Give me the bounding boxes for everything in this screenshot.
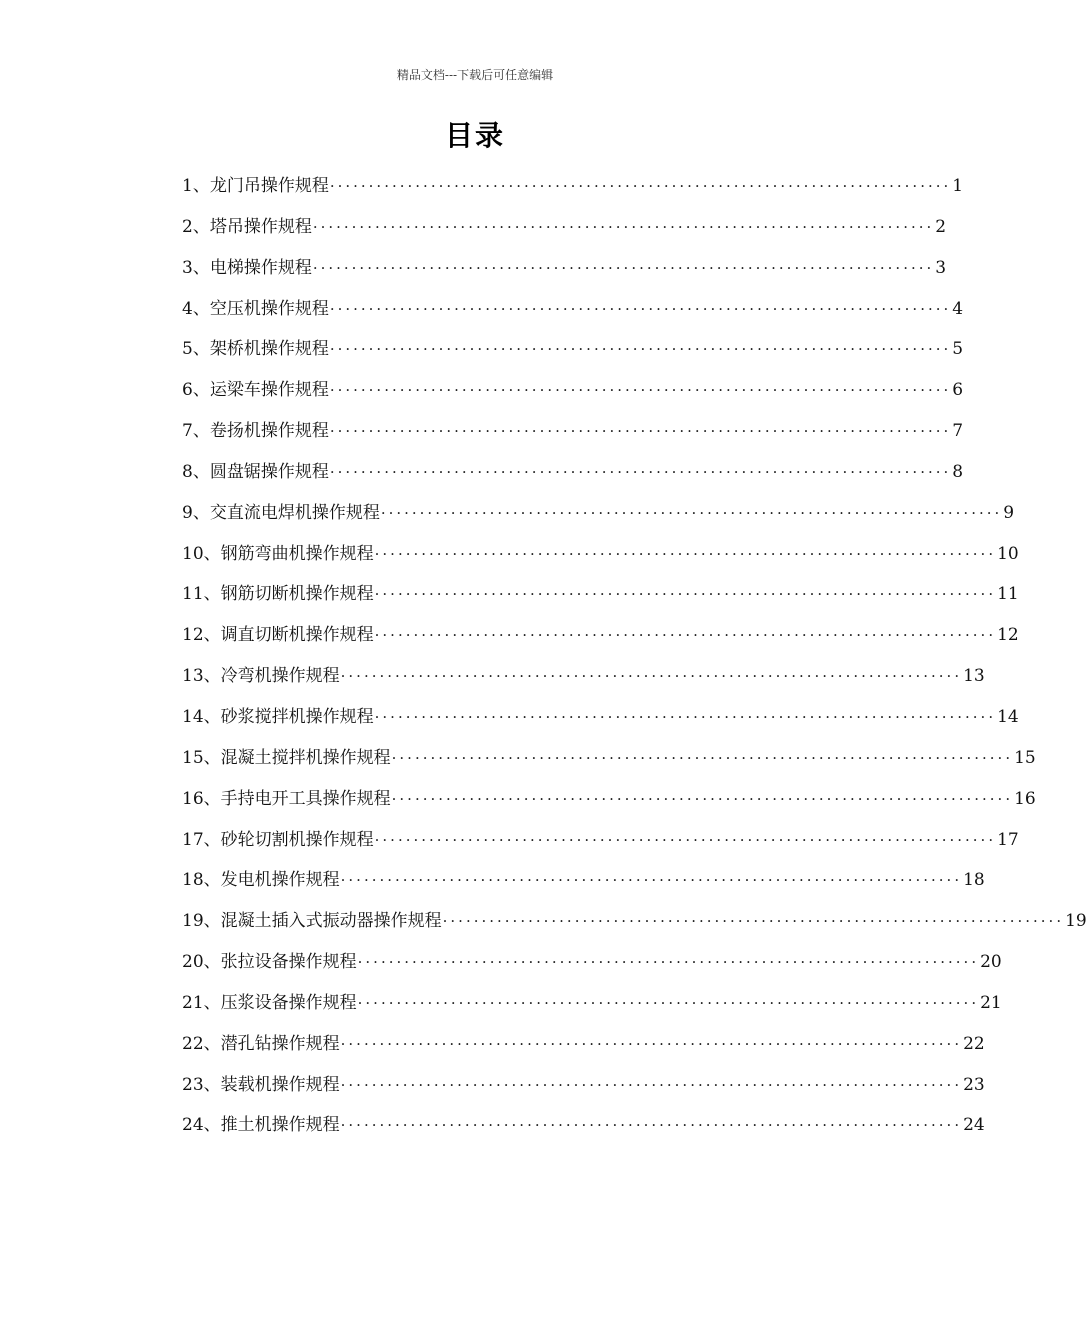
toc-entry-number: 2、 [182, 216, 210, 237]
toc-entry-number: 8、 [182, 461, 210, 482]
toc-entry-page: 17 [997, 829, 1019, 850]
toc-entry-number: 13、 [182, 666, 221, 687]
toc-entry-page: 20 [980, 952, 1002, 973]
toc-dot-leader: ················································································ [340, 667, 963, 686]
toc-entry[interactable] [182, 458, 964, 499]
toc-entry-title: 张拉设备操作规程 [220, 952, 357, 973]
toc-entry-title: 空压机操作规程 [209, 298, 329, 319]
toc-entry-number: 14、 [182, 706, 221, 727]
toc-entry-number: 3、 [182, 257, 210, 278]
toc-entry-title: 钢筋切断机操作规程 [220, 584, 374, 605]
toc-entry[interactable] [182, 540, 1019, 581]
toc-entry-page: 21 [980, 992, 1002, 1013]
toc-entry[interactable] [182, 499, 1015, 540]
toc-dot-leader: ················································································ [340, 1116, 963, 1135]
toc-entry-page: 6 [952, 380, 964, 401]
toc-entry-number: 10、 [182, 543, 221, 564]
toc-entry-page: 23 [963, 1074, 985, 1095]
toc-entry-number: 11、 [182, 584, 221, 605]
toc-entry[interactable] [182, 1111, 985, 1152]
toc-entry[interactable] [182, 907, 1087, 948]
toc-entry-title: 推土机操作规程 [220, 1115, 340, 1136]
toc-dot-leader: ················································································ [340, 871, 963, 890]
toc-entry-number: 6、 [182, 380, 210, 401]
toc-entry-title: 发电机操作规程 [220, 870, 340, 891]
toc-entry-number: 19、 [182, 911, 221, 932]
toc-dot-leader: ················································································ [380, 503, 1003, 522]
toc-entry[interactable] [182, 621, 1019, 662]
toc-entry-title: 装载机操作规程 [220, 1074, 340, 1095]
toc-entry-title: 砂轮切割机操作规程 [220, 829, 374, 850]
toc-entry-title: 运梁车操作规程 [209, 380, 329, 401]
toc-entry-title: 混凝土搅拌机操作规程 [220, 747, 391, 768]
toc-dot-leader: ················································································ [329, 177, 952, 195]
toc-entry[interactable] [182, 580, 1019, 621]
toc-dot-leader: ················································································ [340, 1034, 963, 1053]
toc-entry[interactable] [182, 866, 985, 907]
toc-entry-page: 19 [1065, 911, 1087, 932]
toc-entry-page: 1 [952, 176, 964, 196]
toc-entry-page: 10 [997, 543, 1019, 564]
toc-entry-number: 24、 [182, 1115, 221, 1136]
toc-entry[interactable] [182, 376, 964, 417]
toc-entry-title: 架桥机操作规程 [209, 339, 329, 360]
toc-entry-number: 21、 [182, 992, 221, 1013]
toc-dot-leader: ················································································ [329, 340, 952, 359]
toc-entry-page: 22 [963, 1033, 985, 1054]
toc-entry-title: 塔吊操作规程 [209, 216, 312, 237]
toc-entry[interactable] [182, 785, 1036, 826]
toc-entry[interactable] [182, 703, 1019, 744]
toc-entry-number: 15、 [182, 747, 221, 768]
toc-entry-title: 龙门吊操作规程 [209, 176, 329, 196]
toc-entry-title: 冷弯机操作规程 [220, 666, 340, 687]
toc-entry-number: 5、 [182, 339, 210, 360]
toc-entry-number: 9、 [182, 502, 210, 523]
toc-dot-leader: ················································································ [340, 1075, 963, 1094]
toc-entry-number: 7、 [182, 421, 210, 442]
toc-entry-page: 9 [1003, 502, 1015, 523]
toc-entry-title: 电梯操作规程 [209, 257, 312, 278]
toc-entry-page: 8 [952, 461, 964, 482]
toc-entry-title: 钢筋弯曲机操作规程 [220, 543, 374, 564]
toc-entry-page: 3 [935, 257, 947, 278]
toc-dot-leader: ················································································ [374, 626, 997, 645]
toc-entry-page: 15 [1014, 747, 1036, 768]
toc-entry[interactable] [182, 1030, 985, 1071]
toc-entry-number: 12、 [182, 625, 221, 646]
toc-list [182, 172, 1087, 1152]
toc-dot-leader: ················································································ [391, 789, 1014, 808]
toc-entry-title: 混凝土插入式振动器操作规程 [220, 911, 442, 932]
toc-entry[interactable] [182, 826, 1019, 867]
toc-entry[interactable] [182, 417, 964, 458]
toc-entry[interactable] [182, 213, 947, 254]
toc-entry-title: 压浆设备操作规程 [220, 992, 357, 1013]
toc-entry-title: 交直流电焊机操作规程 [209, 502, 380, 523]
toc-dot-leader: ················································································ [374, 544, 997, 563]
toc-entry-title: 手持电开工具操作规程 [220, 788, 391, 809]
toc-entry-number: 20、 [182, 952, 221, 973]
toc-entry-page: 11 [997, 584, 1019, 605]
toc-dot-leader: ················································································ [442, 912, 1065, 931]
toc-dot-leader: ················································································ [374, 830, 997, 849]
toc-entry-page: 13 [963, 666, 985, 687]
toc-entry-number: 22、 [182, 1033, 221, 1054]
toc-entry[interactable] [182, 744, 1036, 785]
toc-entry-number: 1、 [182, 176, 210, 196]
toc-dot-leader: ················································································ [329, 422, 952, 441]
toc-entry-number: 18、 [182, 870, 221, 891]
toc-dot-leader: ················································································ [374, 585, 997, 604]
toc-entry-number: 17、 [182, 829, 221, 850]
toc-dot-leader: ················································································ [374, 707, 997, 726]
toc-entry[interactable] [182, 295, 964, 336]
toc-entry-page: 5 [952, 339, 964, 360]
toc-dot-leader: ················································································ [357, 953, 980, 972]
toc-entry-title: 调直切断机操作规程 [220, 625, 374, 646]
toc-entry-title: 圆盘锯操作规程 [209, 461, 329, 482]
toc-entry-page: 16 [1014, 788, 1036, 809]
toc-dot-leader: ················································································ [329, 299, 952, 318]
toc-entry-page: 7 [952, 421, 964, 442]
toc-dot-leader: ················································································ [391, 748, 1014, 767]
toc-entry[interactable] [182, 989, 1002, 1030]
toc-entry-page: 14 [997, 706, 1019, 727]
toc-entry[interactable] [182, 254, 947, 295]
toc-entry[interactable] [182, 948, 1002, 989]
toc-entry-page: 24 [963, 1115, 985, 1136]
toc-entry-number: 16、 [182, 788, 221, 809]
toc-entry-title: 砂浆搅拌机操作规程 [220, 706, 374, 727]
toc-entry-page: 4 [952, 298, 964, 319]
toc-entry-number: 4、 [182, 298, 210, 319]
toc-entry[interactable] [182, 335, 964, 376]
toc-entry[interactable] [182, 172, 964, 213]
toc-entry-page: 18 [963, 870, 985, 891]
toc-entry-title: 卷扬机操作规程 [209, 421, 329, 442]
toc-entry[interactable] [182, 1071, 985, 1112]
header-note: 精品文档---下载后可任意编辑 [396, 68, 554, 82]
toc-entry-number: 23、 [182, 1074, 221, 1095]
toc-dot-leader: ················································································ [329, 381, 952, 400]
toc-title: 目录 [444, 119, 505, 152]
toc-entry-title: 潜孔钻操作规程 [220, 1033, 340, 1054]
toc-dot-leader: ················································································ [357, 993, 980, 1012]
toc-dot-leader: ················································································ [329, 462, 952, 481]
toc-entry[interactable] [182, 662, 985, 703]
toc-dot-leader: ················································································ [312, 258, 935, 277]
toc-entry-page: 2 [935, 216, 947, 237]
toc-dot-leader: ················································································ [312, 217, 935, 236]
toc-entry-page: 12 [997, 625, 1019, 646]
